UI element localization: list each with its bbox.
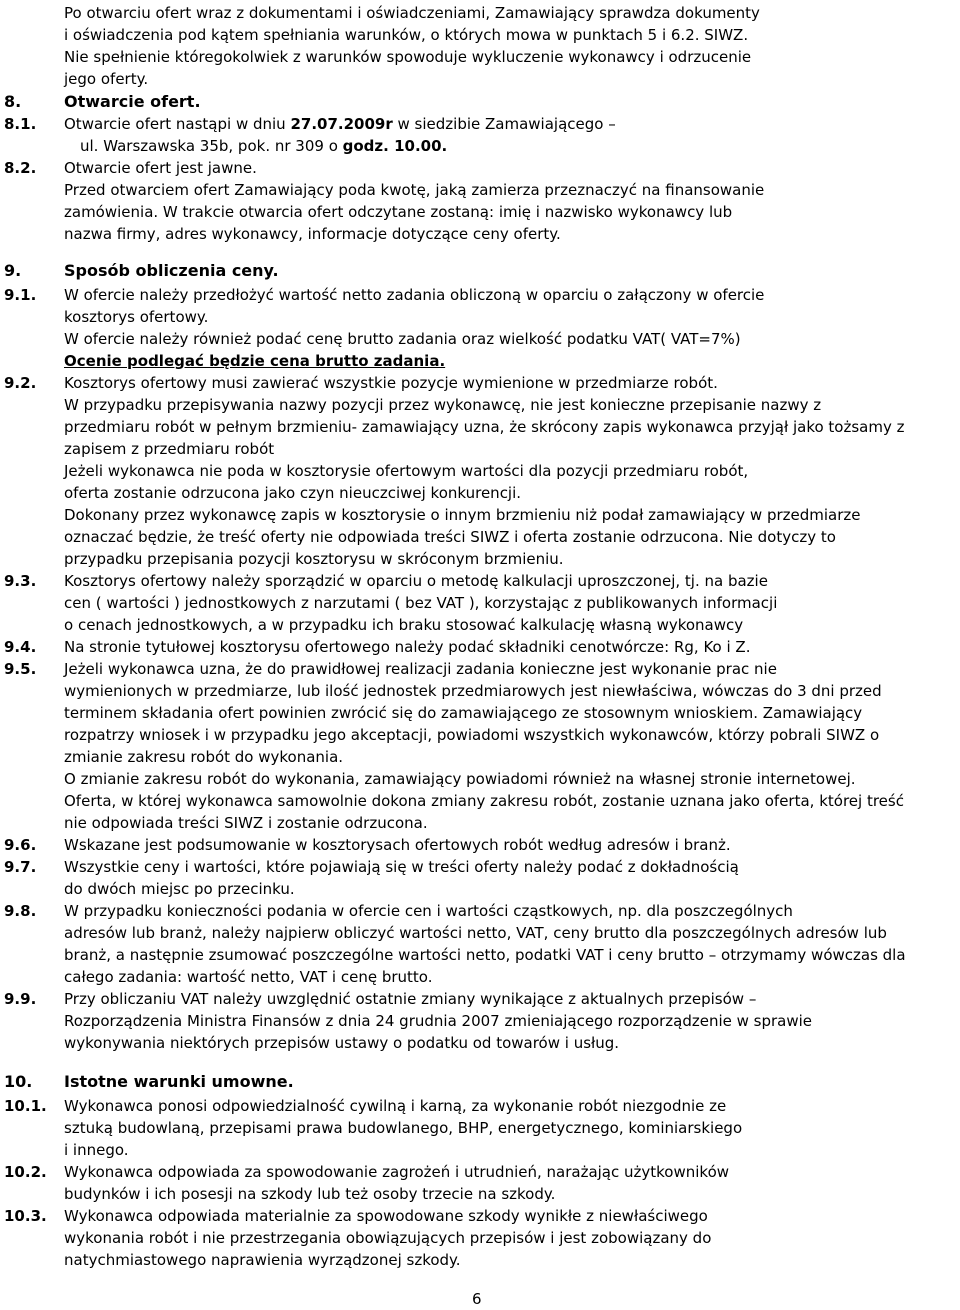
item-9-8-line: adresów lub branż, należy najpierw obliczyć wartości netto, VAT, ceny brutto dla poszczególnych adresów lub [64,924,887,942]
item-9-2-line: zapisem z przedmiaru robót [64,440,275,458]
item-9-1-line: W ofercie należy również podać cenę brutto zadania oraz wielkość podatku VAT( VAT=7%) [64,330,741,348]
item-8-1-line [64,113,616,135]
item-8-1-text: ul. Warszawska 35b, pok. nr 309 o [80,137,343,155]
item-9-3-line: cen ( wartości ) jednostkowych z narzutami ( bez VAT ), korzystając z publikowanych informacji [64,594,778,612]
page-number: 6 [472,1290,482,1308]
section-9-title: Sposób obliczenia ceny. [64,261,279,280]
item-10-1-line: Wykonawca ponosi odpowiedzialność cywilną i karną, za wykonanie robót niezgodnie ze [64,1097,727,1115]
item-9-2-line: Jeżeli wykonawca nie poda w kosztorysie ofertowym wartości dla pozycji przedmiaru robót, [64,462,749,480]
item-9-5-line: O zmianie zakresu robót do wykonania, zamawiający powiadomi również na własnej stronie internetowej. [64,770,856,788]
item-8-2-line: nazwa firmy, adres wykonawcy, informacje dotyczące ceny oferty. [64,225,561,243]
item-9-9-line: wykonywania niektórych przepisów ustawy o podatku od towarów i usług. [64,1034,620,1052]
item-8-2-line: Otwarcie ofert jest jawne. [64,159,257,177]
item-9-7-line: do dwóch miejsc po przecinku. [64,880,295,898]
section-9-number: 9. [4,261,22,280]
item-10-2-line: Wykonawca odpowiada za spowodowanie zagrożeń i utrudnień, narażając użytkowników [64,1163,730,1181]
item-9-8-line: W przypadku konieczności podania w ofercie cen i wartości cząstkowych, np. dla poszczególnych [64,902,793,920]
item-9-4-number: 9.4. [4,638,37,656]
intro-line: i oświadczenia pod kątem spełniania warunków, o których mowa w punktach 5 i 6.2. SIWZ. [64,26,749,44]
item-9-9-line: Przy obliczaniu VAT należy uwzględnić ostatnie zmiany wynikające z aktualnych przepisów – [64,990,757,1008]
item-9-2-line: przedmiaru robót w pełnym brzmieniu- zamawiający uzna, że skrócony zapis wykonawca przyjął jako tożsamy z [64,418,905,436]
item-9-9-number: 9.9. [4,990,37,1008]
item-9-2-line: Kosztorys ofertowy musi zawierać wszystkie pozycje wymienione w przedmiarze robót. [64,374,718,392]
item-8-1-text: w siedzibie Zamawiającego – [392,115,616,133]
item-9-2-number: 9.2. [4,374,37,392]
item-10-3-line: natychmiastowego naprawienia wyrządzonej szkody. [64,1251,461,1269]
item-10-3-line: Wykonawca odpowiada materialnie za spowodowane szkody wynikłe z niewłaściwego [64,1207,708,1225]
item-9-7-line: Wszystkie ceny i wartości, które pojawiają się w treści oferty należy podać z dokładnością [64,858,739,876]
item-10-3-number: 10.3. [4,1207,47,1225]
item-9-5-line: Oferta, w której wykonawca samowolnie dokona zmiany zakresu robót, zostanie uznana jako oferta, której treść [64,792,904,810]
item-9-8-line: całego zadania: wartość netto, VAT i cenę brutto. [64,968,433,986]
section-10-number: 10. [4,1072,33,1091]
item-9-2-line: Dokonany przez wykonawcę zapis w kosztorysie o innym brzmieniu niż podał zamawiający w przedmiarze [64,506,861,524]
opening-time: godz. 10.00. [342,137,448,155]
item-9-4-line: Na stronie tytułowej kosztorysu ofertowego należy podać składniki cenotwórcze: Rg, Ko i Z. [64,638,751,656]
item-8-1-address [80,135,447,157]
item-9-9-line: Rozporządzenia Ministra Finansów z dnia 24 grudnia 2007 zmieniającego rozporządzenie w sprawie [64,1012,813,1030]
item-9-3-line: o cenach jednostkowych, a w przypadku ich braku stosować kalkulację własną wykonawcy [64,616,744,634]
opening-date: 27.07.2009r [290,115,393,133]
item-9-2-line: przypadku przepisania pozycji kosztorysu w skróconym brzmieniu. [64,550,564,568]
item-9-5-line: terminem składania ofert powinien zwrócić się do zamawiającego ze stosownym wnioskiem. Zamawiający [64,704,863,722]
item-9-1-line: W ofercie należy przedłożyć wartość netto zadania obliczoną w oparciu o załączony w ofercie [64,286,765,304]
item-9-2-line: oznaczać będzie, że treść oferty nie odpowiada treści SIWZ i oferta zostanie odrzucona. Nie dotyczy to [64,528,836,546]
item-9-6-line: Wskazane jest podsumowanie w kosztorysach ofertowych robót według adresów i branż. [64,836,731,854]
section-10-title: Istotne warunki umowne. [64,1072,294,1091]
item-10-2-line: budynków i ich posesji na szkody lub też osoby trzecie na szkody. [64,1185,556,1203]
item-10-1-line: sztuką budowlaną, przepisami prawa budowlanego, BHP, energetycznego, kominiarskiego [64,1119,743,1137]
item-10-1-line: i innego. [64,1141,129,1159]
item-9-5-line: zmianie zakresu robót do wykonania. [64,748,344,766]
item-8-2-line: Przed otwarciem ofert Zamawiający poda kwotę, jaką zamierza przeznaczyć na finansowanie [64,181,765,199]
item-9-2-line: oferta zostanie odrzucona jako czyn nieuczciwej konkurencji. [64,484,522,502]
item-9-1-line: kosztorys ofertowy. [64,308,209,326]
item-9-5-line: wymienionych w przedmiarze, lub ilość jednostek przedmiarowych jest niewłaściwa, wówczas do 3 dni przed [64,682,882,700]
item-9-7-number: 9.7. [4,858,37,876]
item-9-5-line: Jeżeli wykonawca uzna, że do prawidłowej realizacji zadania konieczne jest wykonanie prac nie [64,660,777,678]
intro-line: Po otwarciu ofert wraz z dokumentami i oświadczeniami, Zamawiający sprawdza dokumenty [64,4,760,22]
item-10-3-line: wykonania robót i nie przestrzegania obowiązujących przepisów i jest zobowiązany do [64,1229,712,1247]
item-9-1-number: 9.1. [4,286,37,304]
item-8-2-line: zamówienia. W trakcie otwarcia ofert odczytane zostaną: imię i nazwisko wykonawcy lub [64,203,733,221]
item-9-8-line: branż, a następnie zsumować poszczególne wartości netto, podatki VAT i ceny brutto – otrzymamy wówczas dla [64,946,906,964]
item-9-6-number: 9.6. [4,836,37,854]
section-8-number: 8. [4,92,22,111]
intro-line: Nie spełnienie któregokolwiek z warunków spowoduje wykluczenie wykonawcy i odrzucenie [64,48,752,66]
item-8-2-number: 8.2. [4,159,37,177]
section-8-title: Otwarcie ofert. [64,92,201,111]
item-8-1-text: Otwarcie ofert nastąpi w dniu [64,115,291,133]
item-9-1-underlined: Ocenie podlegać będzie cena brutto zadania. [64,352,446,370]
item-8-1-number: 8.1. [4,115,37,133]
item-9-3-number: 9.3. [4,572,37,590]
intro-line: jego oferty. [64,70,149,88]
item-9-5-number: 9.5. [4,660,37,678]
item-9-8-number: 9.8. [4,902,37,920]
item-9-2-line: W przypadku przepisywania nazwy pozycji przez wykonawcę, nie jest konieczne przepisanie nazwy z [64,396,822,414]
item-9-5-line: nie odpowiada treści SIWZ i zostanie odrzucona. [64,814,428,832]
item-9-3-line: Kosztorys ofertowy należy sporządzić w oparciu o metodę kalkulacji uproszczonej, tj. na bazie [64,572,768,590]
item-10-2-number: 10.2. [4,1163,47,1181]
item-9-5-line: rozpatrzy wniosek i w przypadku jego akceptacji, powiadomi wszystkich wykonawców, którzy pobrali SIWZ o [64,726,880,744]
item-10-1-number: 10.1. [4,1097,47,1115]
